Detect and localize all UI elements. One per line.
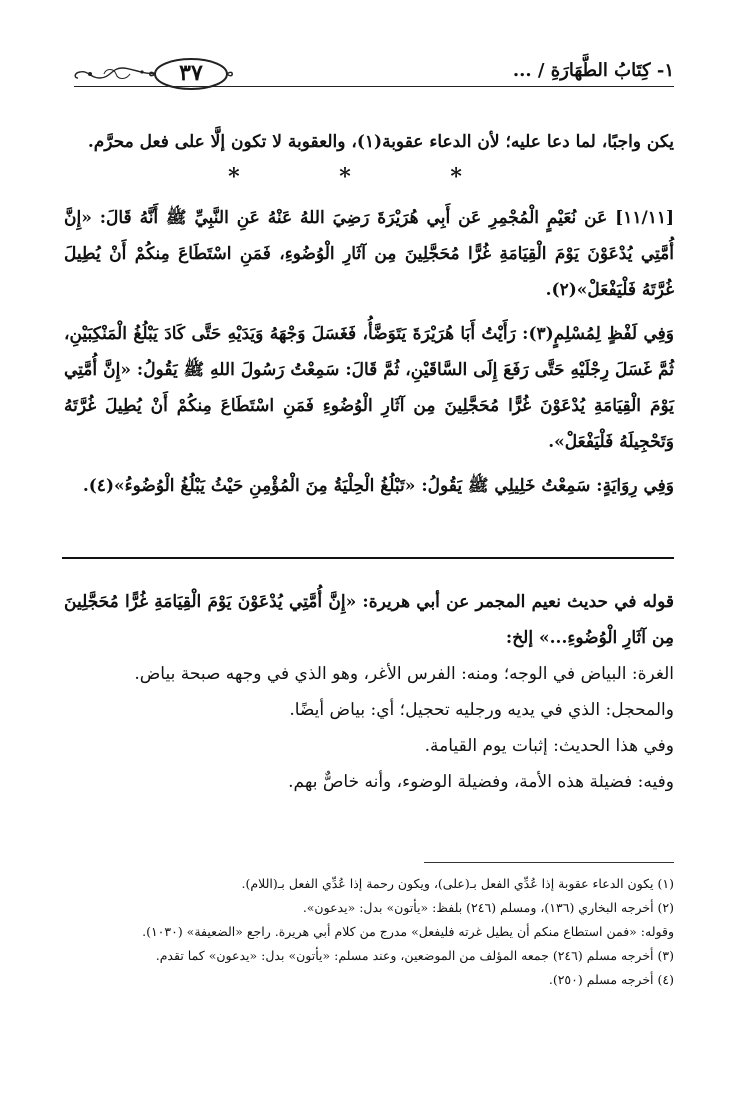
footnote-3: (٣) أخرجه مسلم (٢٤٦) جمعه المؤلف من الموضعين، وعند مسلم: «يأتون» بدل: «يدعون» كما تقدم. <box>155 948 674 963</box>
footnotes <box>64 872 674 992</box>
commentary-line-2: والمحجل: الذي في يديه ورجليه تحجيل؛ أي: بياض أيضًا. <box>289 700 674 720</box>
intro-paragraph <box>64 124 674 160</box>
intro-text: يكن واجبًا، لما دعا عليه؛ لأن الدعاء عقوبة(١)، والعقوبة لا تكون إلَّا على فعل محرَّم. <box>87 132 674 152</box>
hadith-section <box>64 200 674 504</box>
commentary-intro: قوله في حديث نعيم المجمر عن أبي هريرة: «إِنَّ أُمَّتِي يُدْعَوْنَ يَوْمَ الْقِيَامَةِ غُرًّا مُحَجَّلِينَ مِن آثَارِ الْوُضُوءِ...» إلخ: <box>64 592 674 648</box>
commentary-section <box>64 584 674 800</box>
separator-stars: * * * <box>228 164 508 190</box>
footnote-2-continued: وقوله: «فمن استطاع منكم أن يطيل غرته فليفعل» مدرج من كلام أبي هريرة. راجع «الضعيفة» (١٠٣٠). <box>142 924 674 939</box>
commentary-line-3: وفي هذا الحديث: إثبات يوم القيامة. <box>424 736 674 756</box>
commentary-line-1: الغرة: البياض في الوجه؛ ومنه: الفرس الأغر، وهو الذي في وجهه صبحة بياض. <box>134 664 674 684</box>
hadith-paragraph-1: [١١/١١] عَن نُعَيْمٍ الْمُجْمِرِ عَن أَبِي هُرَيْرَةَ رَضِيَ اللهُ عَنْهُ عَنِ النَّبِيِّ ﷺ أَنَّهُ قَالَ: «إِنَّ أُمَّتِي يُدْعَوْنَ يَوْمَ الْقِيَامَةِ غُرًّا مُحَجَّلِينَ مِن آثَارِ الْوُضُوءِ، فَمَنِ اسْتَطَاعَ مِنكُمْ أَنْ يُطِيلَ غُرَّتَهُ فَلْيَفْعَلْ»(٢). <box>64 208 674 300</box>
hadith-paragraph-3: وَفِي رِوَايَةٍ: سَمِعْتُ خَلِيلِي ﷺ يَقُولُ: «تَبْلُغُ الْحِلْيَةُ مِنَ الْمُؤْمِنِ حَيْثُ يَبْلُغُ الْوُضُوءُ»(٤). <box>82 476 674 496</box>
footnote-4: (٤) أخرجه مسلم (٢٥٠). <box>548 972 674 987</box>
page-number: ٣٧ <box>179 60 203 86</box>
chapter-title: ١- كِتَابُ الطَّهَارَةِ / ... <box>512 60 674 81</box>
hadith-paragraph-2: وَفِي لَفْظٍ لِمُسْلِمٍ(٣): رَأَيْتُ أَبَا هُرَيْرَةَ يَتَوَضَّأُ، فَغَسَلَ وَجْهَهُ وَيَدَيْهِ حَتَّى كَادَ يَبْلُغُ الْمَنْكِبَيْنِ، ثُمَّ غَسَلَ رِجْلَيْهِ حَتَّى رَفَعَ إِلَى السَّاقَيْنِ، ثُمَّ قَالَ: سَمِعْتُ رَسُولَ اللهِ ﷺ يَقُولُ: «إِنَّ أُمَّتِي يَوْمَ الْقِيَامَةِ يُدْعَوْنَ غُرًّا مُحَجَّلِينَ مِن آثَارِ الْوُضُوءِ فَمَنِ اسْتَطَاعَ مِنكُمْ أَنْ يُطِيلَ غُرَّتَهُ وَتَحْجِيلَهُ فَلْيَفْعَلْ». <box>64 324 674 452</box>
commentary-line-4: وفيه: فضيلة هذه الأمة، وفضيلة الوضوء، وأنه خاصٌّ بهم. <box>288 772 674 792</box>
footnote-1: (١) يكون الدعاء عقوبة إذا عُدِّي الفعل بـ(على)، ويكون رحمة إذا عُدِّي الفعل بـ(اللام). <box>241 876 674 891</box>
footnote-2: (٢) أخرجه البخاري (١٣٦)، ومسلم (٢٤٦) بلفظ: «يأتون» بدل: «يدعون». <box>302 900 674 915</box>
section-divider <box>62 557 674 559</box>
header-rule <box>74 86 674 87</box>
page-header <box>70 54 674 94</box>
footnote-rule <box>424 862 674 863</box>
